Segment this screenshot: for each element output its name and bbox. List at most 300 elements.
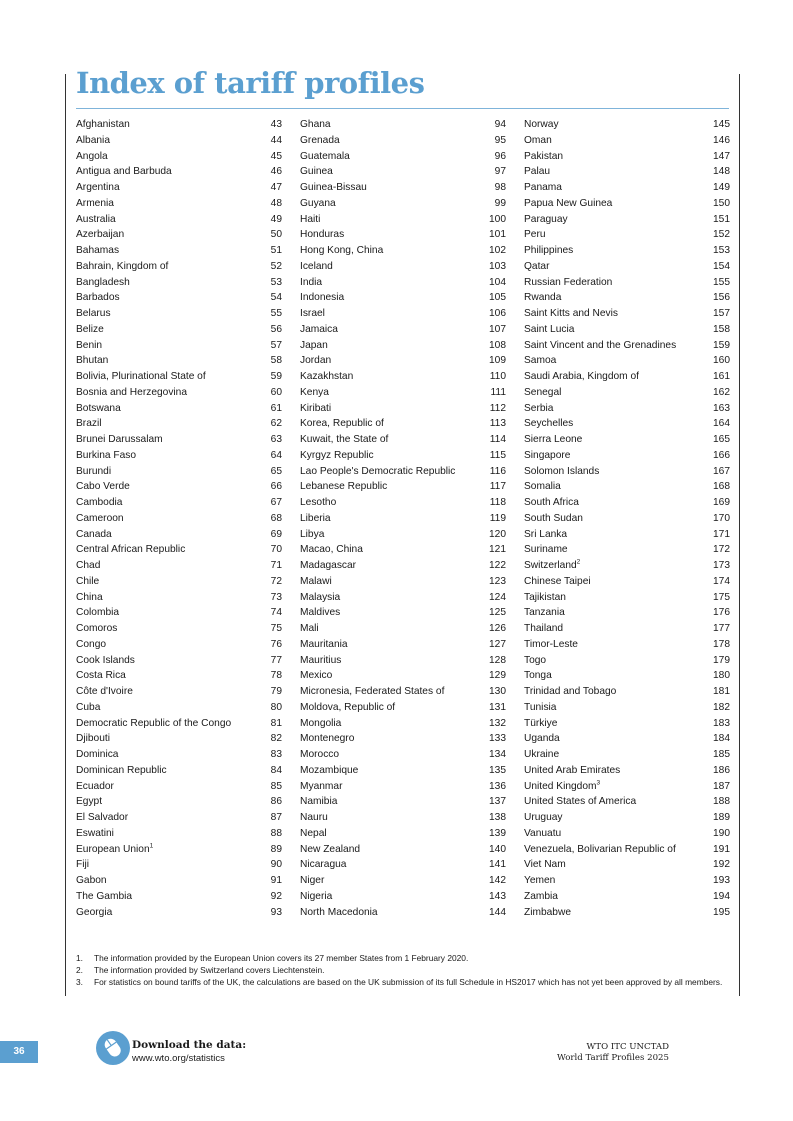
index-entry — [300, 133, 506, 149]
country-name: Liberia — [300, 512, 331, 524]
country-name: United States of America — [524, 796, 637, 808]
page-ref: 188 — [713, 796, 730, 808]
index-entry — [300, 527, 506, 543]
index-entry — [524, 385, 730, 401]
country-name: Saint Kitts and Nevis — [524, 308, 618, 319]
page-ref: 142 — [489, 875, 506, 886]
index-entry — [76, 117, 282, 133]
index-entry — [524, 826, 730, 842]
country-name: Tonga — [524, 670, 552, 682]
index-column-3 — [524, 117, 730, 920]
country-name: Somalia — [524, 481, 561, 493]
index-entry — [524, 259, 730, 275]
index-entry — [524, 511, 730, 527]
footnote-ref: 2 — [576, 558, 581, 566]
index-entry — [76, 180, 282, 196]
index-entry — [76, 464, 282, 480]
index-entry — [524, 164, 730, 180]
page-ref: 58 — [270, 355, 282, 367]
index-entry — [300, 558, 506, 574]
country-name: Zambia — [524, 890, 558, 902]
page-ref: 98 — [494, 182, 506, 193]
index-entry — [524, 810, 730, 826]
country-name: Burundi — [76, 465, 112, 477]
page-ref: 63 — [270, 434, 282, 445]
mouse-icon[interactable] — [96, 1031, 130, 1065]
index-entry — [76, 574, 282, 590]
index-entry — [300, 416, 506, 432]
page-ref: 119 — [489, 512, 506, 524]
index-entry — [76, 794, 282, 810]
page-ref: 145 — [713, 119, 730, 130]
page-ref: 163 — [713, 402, 730, 414]
page-ref: 151 — [713, 213, 730, 225]
page-ref: 65 — [270, 465, 282, 477]
page-ref: 66 — [270, 481, 282, 493]
page-ref: 105 — [489, 292, 506, 304]
index-entry — [76, 322, 282, 338]
index-entry — [300, 810, 506, 826]
country-name: Mauritania — [300, 638, 348, 650]
index-entry — [524, 873, 730, 889]
index-entry — [524, 243, 730, 259]
page-ref: 55 — [270, 308, 282, 319]
page-ref: 64 — [270, 449, 282, 461]
page-ref: 185 — [713, 749, 730, 760]
index-entry — [76, 479, 282, 495]
page-ref: 80 — [270, 701, 282, 713]
page-ref: 116 — [489, 465, 506, 477]
index-entry — [76, 637, 282, 653]
index-entry — [76, 243, 282, 259]
country-name: New Zealand — [300, 843, 361, 855]
country-name: Japan — [300, 339, 328, 351]
index-entry — [300, 117, 506, 133]
index-entry — [76, 653, 282, 669]
country-name: Switzerland$^2$ — [524, 558, 581, 571]
country-name: Barbados — [76, 292, 120, 304]
index-entry — [76, 747, 282, 763]
country-name: Nauru — [300, 812, 328, 823]
index-entry — [524, 716, 730, 732]
country-name: Eswatini — [76, 827, 114, 839]
index-entry — [524, 495, 730, 511]
index-entry — [76, 401, 282, 417]
country-name: Bolivia, Plurinational State of — [76, 371, 206, 382]
page-ref: 110 — [489, 371, 506, 382]
page-ref: 156 — [713, 292, 730, 304]
index-entry — [524, 905, 730, 921]
page-ref: 152 — [713, 229, 730, 241]
page-ref: 81 — [270, 717, 282, 729]
download-link[interactable]: www.wto.org/statistics — [132, 1053, 225, 1064]
page-ref: 139 — [489, 827, 506, 839]
index-entry — [300, 542, 506, 558]
index-entry — [76, 558, 282, 574]
country-name: Kiribati — [300, 402, 332, 414]
page-ref: 62 — [270, 418, 282, 430]
country-name: Brunei Darussalam — [76, 434, 163, 445]
index-entry — [300, 763, 506, 779]
page-ref: 46 — [270, 166, 282, 178]
index-entry — [300, 495, 506, 511]
page-ref: 177 — [713, 623, 730, 634]
index-entry — [524, 212, 730, 228]
page-ref: 121 — [489, 544, 506, 556]
country-name: Democratic Republic of the Congo — [76, 717, 232, 729]
country-name: China — [76, 591, 103, 603]
page-ref: 122 — [489, 560, 506, 571]
footnote-text: For statistics on bound tariffs of the UK, the calculations are based on the UK submission of its full Schedule in HS2017 which has not yet been approved by all members. — [94, 977, 723, 987]
page-ref: 114 — [489, 434, 506, 445]
country-name: Tanzania — [524, 607, 565, 619]
page-ref: 120 — [489, 528, 506, 540]
country-name: Dominica — [76, 749, 119, 760]
page-ref: 126 — [489, 623, 506, 634]
page-ref: 111 — [490, 386, 506, 398]
country-name: Russian Federation — [524, 276, 613, 288]
page-ref: 143 — [489, 890, 506, 902]
index-entry — [300, 637, 506, 653]
page-ref: 43 — [270, 119, 282, 130]
page-ref: 136 — [489, 780, 506, 792]
index-column-1 — [76, 117, 282, 920]
index-entry — [524, 448, 730, 464]
page-ref: 44 — [270, 134, 282, 146]
index-entry — [300, 227, 506, 243]
index-entry — [300, 385, 506, 401]
country-name: United Kingdom$^3$ — [524, 779, 601, 792]
country-name: Mexico — [300, 670, 333, 682]
page-ref: 117 — [489, 481, 506, 493]
index-entry — [76, 873, 282, 889]
country-name: Brazil — [76, 418, 102, 430]
index-entry — [76, 889, 282, 905]
country-name: Lesotho — [300, 497, 337, 508]
page-ref: 174 — [713, 575, 730, 587]
index-entry — [524, 401, 730, 417]
country-name: Nigeria — [300, 890, 333, 902]
country-name: Tunisia — [524, 701, 557, 713]
title-underline — [76, 108, 729, 109]
footnote-text: The information provided by the European Union covers its 27 member States from 1 February 2020. — [94, 953, 469, 963]
index-entry — [76, 716, 282, 732]
index-entry — [300, 794, 506, 810]
country-name: Samoa — [524, 355, 557, 367]
country-name: Venezuela, Bolivarian Republic of — [524, 843, 676, 855]
page-ref: 85 — [270, 780, 282, 792]
index-entry — [300, 668, 506, 684]
page-ref: 131 — [489, 701, 506, 713]
page-ref: 102 — [489, 245, 506, 256]
index-entry — [524, 464, 730, 480]
page-ref: 124 — [489, 591, 506, 603]
index-entry — [524, 574, 730, 590]
index-entry — [76, 353, 282, 369]
index-entry — [524, 779, 730, 795]
country-name: Belarus — [76, 308, 111, 319]
country-name: Uruguay — [524, 812, 563, 823]
page-ref: 54 — [270, 292, 282, 304]
page-ref: 87 — [270, 812, 282, 823]
index-entry — [524, 653, 730, 669]
country-name: Senegal — [524, 386, 562, 398]
index-entry — [76, 259, 282, 275]
country-name: Mauritius — [300, 654, 342, 666]
page-ref: 123 — [489, 575, 506, 587]
page-ref: 166 — [713, 449, 730, 461]
country-name: Saudi Arabia, Kingdom of — [524, 371, 639, 382]
country-name: Qatar — [524, 260, 550, 272]
country-name: Vanuatu — [524, 827, 562, 839]
page-title: Index of tariff profiles — [76, 66, 425, 100]
index-entry — [300, 196, 506, 212]
index-entry — [300, 747, 506, 763]
page-ref: 154 — [713, 260, 730, 272]
country-name: Zimbabwe — [524, 906, 571, 918]
page-ref: 94 — [494, 119, 506, 130]
country-name: Lebanese Republic — [300, 481, 388, 493]
page-ref: 45 — [270, 150, 282, 162]
index-entry — [76, 842, 282, 858]
index-entry — [524, 369, 730, 385]
index-entry — [524, 542, 730, 558]
index-entry — [300, 448, 506, 464]
country-name: Colombia — [76, 607, 120, 619]
index-entry — [76, 432, 282, 448]
page-ref: 158 — [713, 323, 730, 335]
country-name: Türkiye — [524, 717, 558, 729]
page-ref: 173 — [713, 560, 730, 571]
country-name: Israel — [300, 308, 325, 319]
country-name: Costa Rica — [76, 670, 126, 682]
index-entry — [76, 763, 282, 779]
page-ref: 133 — [489, 733, 506, 745]
footnote-number: 2. — [76, 965, 83, 975]
page-ref: 167 — [713, 465, 730, 477]
page-ref: 157 — [713, 308, 730, 319]
country-name: Singapore — [524, 449, 571, 461]
index-entry — [524, 353, 730, 369]
page-ref: 186 — [713, 764, 730, 776]
index-entry — [76, 684, 282, 700]
country-name: Madagascar — [300, 560, 357, 571]
country-name: Mali — [300, 623, 319, 634]
country-name: Cambodia — [76, 497, 123, 508]
page-ref: 179 — [713, 654, 730, 666]
download-title: Download the data: — [132, 1039, 247, 1051]
page-ref: 79 — [270, 686, 282, 697]
page-ref: 159 — [713, 339, 730, 351]
index-entry — [524, 558, 730, 574]
country-name: Montenegro — [300, 733, 355, 745]
country-name: Cameroon — [76, 512, 124, 524]
country-name: Niger — [300, 875, 325, 886]
country-name: Djibouti — [76, 733, 110, 745]
country-name: European Union$^1$ — [76, 842, 154, 855]
country-name: Grenada — [300, 134, 340, 146]
page-ref: 170 — [713, 512, 730, 524]
country-name: Ghana — [300, 119, 331, 130]
page-ref: 183 — [713, 717, 730, 729]
country-name: Oman — [524, 134, 552, 146]
country-name: Palau — [524, 166, 551, 178]
page-ref: 169 — [713, 497, 730, 508]
page-ref: 112 — [489, 402, 506, 414]
index-entry — [76, 495, 282, 511]
index-entry — [524, 306, 730, 322]
page-ref: 61 — [270, 402, 282, 414]
country-name: Jordan — [300, 355, 332, 367]
index-entry — [300, 306, 506, 322]
country-name: Honduras — [300, 229, 345, 241]
country-name: Sierra Leone — [524, 434, 583, 445]
footnote — [76, 976, 726, 988]
index-entry — [300, 290, 506, 306]
index-entry — [524, 590, 730, 606]
page-ref: 184 — [713, 733, 730, 745]
index-entry — [76, 605, 282, 621]
index-entry — [76, 857, 282, 873]
country-name: Malawi — [300, 575, 332, 587]
country-name: Paraguay — [524, 213, 568, 225]
country-name: Chad — [76, 560, 101, 571]
page-ref: 171 — [713, 528, 730, 540]
country-name: Micronesia, Federated States of — [300, 686, 445, 697]
page-ref: 128 — [489, 654, 506, 666]
country-name: Côte d'Ivoire — [76, 686, 133, 697]
page-ref: 51 — [270, 245, 282, 256]
page-number: 36 — [0, 1041, 38, 1063]
index-entry — [524, 605, 730, 621]
country-name: Lao People's Democratic Republic — [300, 465, 456, 477]
page-ref: 187 — [713, 780, 730, 792]
page-ref: 164 — [713, 418, 730, 430]
page-ref: 189 — [713, 812, 730, 823]
page-ref: 92 — [270, 890, 282, 902]
country-name: Bangladesh — [76, 276, 130, 288]
page-ref: 113 — [489, 418, 506, 430]
index-entry — [76, 227, 282, 243]
country-name: Dominican Republic — [76, 764, 167, 776]
footnote-ref: 1 — [149, 842, 154, 850]
country-name: Comoros — [76, 623, 118, 634]
page-ref: 90 — [270, 859, 282, 871]
page-ref: 109 — [489, 355, 506, 367]
page-ref: 91 — [270, 875, 282, 886]
page-ref: 72 — [270, 575, 282, 587]
page-ref: 161 — [713, 371, 730, 382]
page-ref: 100 — [489, 213, 506, 225]
index-entry — [76, 196, 282, 212]
country-name: Guinea — [300, 166, 333, 178]
country-name: Viet Nam — [524, 859, 566, 871]
index-entry — [524, 747, 730, 763]
index-entry — [524, 196, 730, 212]
country-name: South Africa — [524, 497, 579, 508]
page-ref: 149 — [713, 182, 730, 193]
index-entry — [300, 338, 506, 354]
index-entry — [300, 259, 506, 275]
index-entry — [300, 432, 506, 448]
index-entry — [76, 905, 282, 921]
country-name: Haiti — [300, 213, 321, 225]
country-name: Bahamas — [76, 245, 120, 256]
index-entry — [300, 353, 506, 369]
index-entry — [524, 842, 730, 858]
page-ref: 178 — [713, 638, 730, 650]
page-ref: 74 — [270, 607, 282, 619]
index-entry — [76, 385, 282, 401]
country-name: Uganda — [524, 733, 560, 745]
index-entry — [524, 322, 730, 338]
index-entry — [300, 322, 506, 338]
country-name: Morocco — [300, 749, 340, 760]
page-ref: 130 — [489, 686, 506, 697]
page-ref: 49 — [270, 213, 282, 225]
index-entry — [76, 621, 282, 637]
country-name: Macao, China — [300, 544, 363, 556]
country-name: Indonesia — [300, 292, 345, 304]
index-entry — [524, 338, 730, 354]
index-entry — [76, 133, 282, 149]
index-entry — [524, 763, 730, 779]
footnote-number: 3. — [76, 977, 83, 987]
country-name: Moldova, Republic of — [300, 701, 396, 713]
country-name: Iceland — [300, 260, 333, 272]
index-entry — [300, 369, 506, 385]
country-name: Burkina Faso — [76, 449, 137, 461]
index-entry — [300, 731, 506, 747]
index-entry — [524, 527, 730, 543]
country-name: South Sudan — [524, 512, 583, 524]
index-entry — [300, 590, 506, 606]
country-name: Saint Lucia — [524, 323, 575, 335]
country-name: Angola — [76, 150, 108, 162]
page-ref: 57 — [270, 339, 282, 351]
index-column-2 — [300, 117, 506, 920]
country-name: Norway — [524, 119, 559, 130]
index-entry — [76, 700, 282, 716]
page-ref: 69 — [270, 528, 282, 540]
country-name: Argentina — [76, 182, 120, 193]
index-entry — [524, 275, 730, 291]
page-ref: 88 — [270, 827, 282, 839]
index-entry — [300, 700, 506, 716]
country-name: Central African Republic — [76, 544, 186, 556]
page-ref: 76 — [270, 638, 282, 650]
index-entry — [300, 889, 506, 905]
country-name: Fiji — [76, 859, 90, 871]
index-entry — [76, 527, 282, 543]
page-ref: 193 — [713, 875, 730, 886]
index-entry — [76, 448, 282, 464]
page-ref: 93 — [270, 906, 282, 918]
right-margin-rule — [739, 74, 740, 996]
index-entry — [524, 700, 730, 716]
index-entry — [76, 731, 282, 747]
index-entry — [524, 290, 730, 306]
index-entry — [524, 637, 730, 653]
page-ref: 115 — [489, 449, 506, 461]
footer-publishers: WTO ITC UNCTAD — [586, 1042, 669, 1052]
country-name: Guinea-Bissau — [300, 182, 367, 193]
country-name: Benin — [76, 339, 103, 351]
page-ref: 125 — [489, 607, 506, 619]
country-name: Kenya — [300, 386, 329, 398]
country-name: Trinidad and Tobago — [524, 686, 617, 697]
page-ref: 180 — [713, 670, 730, 682]
